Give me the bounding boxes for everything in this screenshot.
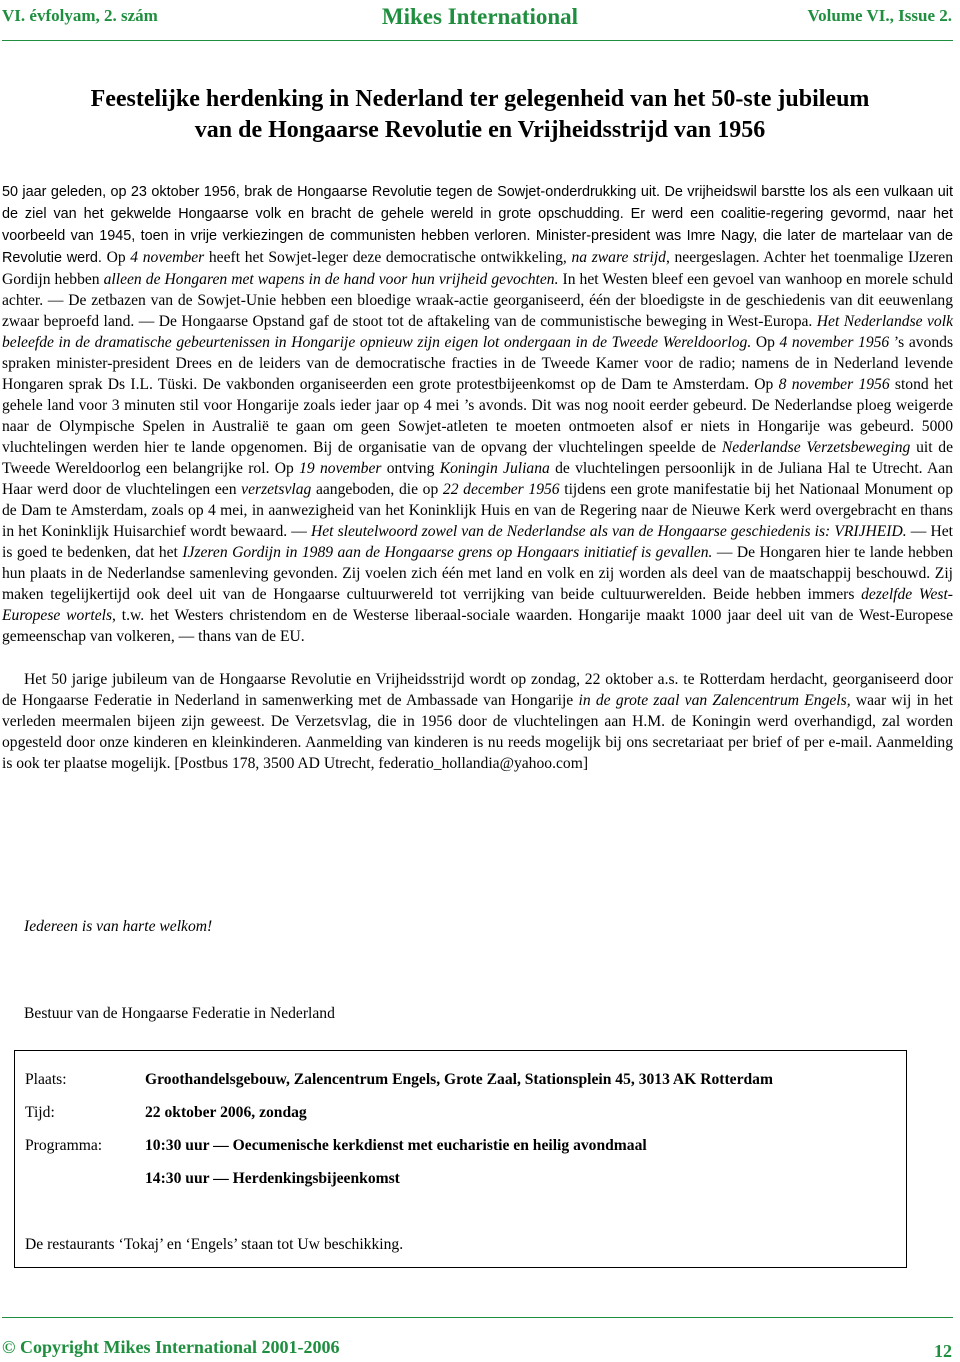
text-span: waar wij in het verleden meermalen bijeen zijn geweest. De Verzetsvlag, die in 1956 door de vluchtelingen aan H.M. de Koningin werd overhandigd, zal worden opgesteld door onze kinderen en kleinkinderen. Aanmelding van kinderen is nu reeds mogelijk bij ons secretariaat per brief of per e-mail. Aanmelding is ook ter plaatse mogelijk. [Postbus 178, 3500 AD Utrecht, federatio_hollandia@yahoo.com] bbox=[2, 692, 953, 772]
title-line-2: van de Hongaarse Revolutie en Vrijheidsstrijd van 1956 bbox=[194, 117, 766, 143]
emphasis: na zware strijd bbox=[571, 249, 666, 266]
page-header bbox=[0, 0, 960, 40]
welcome-line: Iedereen is van harte welkom! bbox=[24, 918, 213, 935]
text-span: In het Westen bleef een gevoel van wanhoop en morele schuld achter. — De zetbazen van de Sowjet-Unie hebben een bloedige wraak-actie georganiseerd, één der bloedigste in de geschiedenis van dit eeuwenlang zwaar beproefd land. — De Hongaarse Opstand gaf de stoot tot de aftakeling van de communistische beweging in West-Europa. bbox=[2, 271, 953, 330]
text-span: aangeboden, die op bbox=[311, 481, 443, 498]
text-span: , t.w. het Westers christendom en de Westerse liberaal-sociale waarden. Hongarije maakt 1000 jaar deel uit van de West-Europese gemeenschap van volkeren, — thans van de EU. bbox=[2, 607, 953, 645]
footer-copyright: © Copyright Mikes International 2001-2006 bbox=[2, 1337, 340, 1357]
program-item-1: 10:30 uur — Oecumenische kerkdienst met eucharistie en heilig avondmaal bbox=[145, 1137, 647, 1154]
emphasis: Het sleutelwoord zowel van de Nederlandse als van de Hongaarse geschiedenis is: VRIJHEID. bbox=[310, 523, 907, 540]
text-span: ’s avonds spraken minister-president Drees en de leiders van de democratische fracties in de Tweede Kamer voor de radio; namens de in Nederland levende Hongaren sprak Ds I.L. Tüski. De vakbonden organiseerden een grote protestbijeenkomst op de Dam te Amsterdam. Op bbox=[2, 334, 954, 393]
emphasis: 4 november 1956 bbox=[779, 334, 890, 351]
text-span: uit de Tweede Wereldoorlog een belangrijke rol. Op bbox=[2, 439, 954, 477]
place-value: Groothandelsgebouw, Zalencentrum Engels, Grote Zaal, Stationsplein 45, 3013 AK Rotterdam bbox=[145, 1071, 773, 1088]
text-span: de vluchtelingen persoonlijk in de Juliana Hal te Utrecht. Aan Haar werd door de vluchtelingen een bbox=[2, 460, 953, 498]
text-span: tijdens een grote manifestatie bij het Nationaal Monument op de Dam te Amsterdam, zoals op 4 mei, in aanwezigheid van het Koninklijk Huis en van de Regering naar de Nieuwe Kerk werd overgebracht en thans in het Koninklijk Huisarchief wordt bewaard. — bbox=[2, 481, 954, 540]
header-volume-english: Volume VI., Issue 2. bbox=[807, 6, 952, 25]
emphasis: alleen de Hongaren met wapens in de hand voor hun vrijheid gevochten. bbox=[103, 271, 559, 288]
header-volume-hungarian: VI. évfolyam, 2. szám bbox=[2, 6, 158, 25]
emphasis: 19 november bbox=[299, 460, 382, 477]
text-span: — De Hongaren hier te lande hebben hun plaats in de Nederlandse samenleving gevonden. Zij voelen zich één met land en volk en zij worden als deel van de maatschappij beschouwd. Zij maken tegelijkertijd ook deel uit van de Hongaarse cultuurwereld tot verrijking van beide cultuurwerelden. Beide hebben immers bbox=[2, 544, 954, 603]
emphasis: Nederlandse Verzetsbeweging bbox=[721, 439, 911, 456]
text-span: — Het is goed te bedenken, dat het bbox=[2, 523, 954, 561]
paragraph-1-lead: 50 jaar geleden, op 23 oktober 1956, brak de Hongaarse Revolutie tegen de Sowjet-onderdrukking uit. De vrijheidswil barstte los als een vulkaan uit de ziel van het gekwelde Hongaarse volk en bracht de gehele wereld in grote opschudding. Er werd een coalitie-regering gevormd, naar het voorbeeld van 1945, toen in vrije verkiezingen de communisten hebben verloren. Minister-president was Imre Nagy, die later de martelaar van de Revolutie werd. bbox=[2, 184, 953, 266]
article-body bbox=[2, 181, 953, 774]
text-span: ontving bbox=[381, 460, 440, 477]
emphasis: in de grote zaal van Zalencentrum Engels, bbox=[578, 692, 851, 709]
emphasis: Koningin Juliana bbox=[439, 460, 550, 477]
text-span: heeft het Sowjet-leger deze democratische ontwikkeling, bbox=[204, 249, 572, 266]
text-span: Het 50 jarige jubileum van de Hongaarse Revolutie en Vrijheidsstrijd wordt op zondag, 22 oktober a.s. te Rotterdam herdacht, georganiseerd door de Hongaarse Federatie in Nederland in samenwerking met de Ambassade van Hongarije bbox=[2, 671, 953, 709]
emphasis: Het Nederlandse volk beleefde in de dramatische gebeurtenissen in Hongarije opnieuw zijn eigen lot ondergaan in de Tweede Wereldoorlog. bbox=[2, 313, 953, 351]
text-span: Op bbox=[751, 334, 780, 351]
footer-rule bbox=[2, 1317, 953, 1318]
place-label: Plaats: bbox=[25, 1071, 67, 1088]
emphasis: 4 november bbox=[130, 249, 205, 266]
time-value: 22 oktober 2006, zondag bbox=[145, 1104, 307, 1121]
emphasis: 8 november 1956 bbox=[778, 376, 890, 393]
article-title bbox=[0, 84, 960, 146]
time-label: Tijd: bbox=[25, 1104, 55, 1121]
text-span: Op bbox=[101, 249, 131, 266]
emphasis: IJzeren Gordijn in 1989 aan de Hongaarse grens op Hongaars initiatief is gevallen. bbox=[182, 544, 713, 561]
paragraph-2 bbox=[2, 669, 953, 774]
program-item-2: 14:30 uur — Herdenkingsbijeenkomst bbox=[145, 1170, 400, 1187]
header-rule bbox=[2, 40, 953, 41]
header-publication-title: Mikes International bbox=[381, 4, 579, 29]
text-span: , neergeslagen. Achter het toenmalige IJzeren Gordijn hebben bbox=[2, 249, 954, 288]
page-number: 12 bbox=[934, 1341, 952, 1361]
restaurants-note: De restaurants ‘Tokaj’ en ‘Engels’ staan tot Uw beschikking. bbox=[25, 1236, 404, 1253]
board-signature: Bestuur van de Hongaarse Federatie in Nederland bbox=[24, 1005, 335, 1022]
text-span: stond het gehele land voor 3 minuten stil voor Hongarije zoals ieder jaar op 4 mei ’s avonds. Dit was nog nooit eerder gebeurd. De Nederlandse ploeg weigerde naar de Olympische Spelen in Australië te gaan om geen Sowjet-atleten te moeten ontmoeten alsof er niets in Hongarije was gebeurd. 5000 vluchtelingen werden hier te lande opgenomen. Bij de organisatie van de opvang der vluchtelingen speelde de bbox=[2, 376, 954, 456]
emphasis: 22 december 1956 bbox=[442, 481, 560, 498]
program-label: Programma: bbox=[25, 1137, 103, 1154]
emphasis: verzetsvlag bbox=[241, 481, 312, 498]
title-line-1: Feestelijke herdenking in Nederland ter gelegenheid van het 50-ste jubileum bbox=[90, 86, 870, 112]
emphasis: dezelfde West-Europese wortels bbox=[2, 586, 953, 624]
paragraph-1 bbox=[2, 181, 953, 647]
event-info-box bbox=[14, 1050, 907, 1268]
